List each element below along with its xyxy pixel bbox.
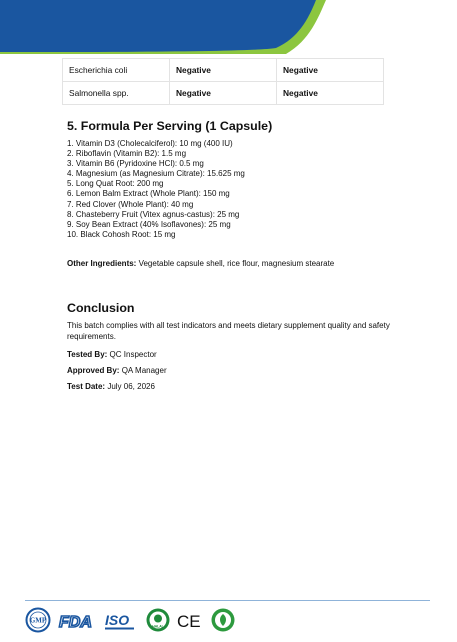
standard-value: Negative [170, 82, 277, 105]
conclusion-heading: Conclusion [67, 301, 135, 315]
other-ingredients-label: Other Ingredients: [67, 259, 137, 268]
header-banner [0, 0, 457, 60]
standard-value: Negative [170, 59, 277, 82]
svg-text:CE: CE [177, 612, 201, 631]
list-item: 5. Long Quat Root: 200 mg [67, 179, 164, 189]
list-item: 7. Red Clover (Whole Plant): 40 mg [67, 199, 194, 209]
iso-logo-icon [103, 606, 137, 634]
list-item: 10. Black Cohosh Root: 15 mg [67, 229, 176, 239]
approved-by [67, 366, 167, 375]
test-date-value: July 06, 2026 [107, 382, 155, 391]
fda-logo-icon [58, 606, 96, 634]
list-item: 3. Vitamin B6 (Pyridoxine HCl): 0.5 mg [67, 159, 204, 169]
list-item: 2. Riboflavin (Vitamin B2): 1.5 mg [67, 149, 187, 159]
footer-divider [25, 600, 430, 601]
test-name: Salmonella spp. [63, 82, 170, 105]
tested-by [67, 350, 157, 359]
table-row [63, 59, 384, 82]
test-name: Escherichia coli [63, 59, 170, 82]
svg-text:FDA: FDA [59, 614, 92, 631]
list-item: 1. Vitamin D3 (Cholecalciferol): 10 mg (400 IU) [67, 139, 233, 148]
list-item: 6. Lemon Balm Extract (Whole Plant): 150 mg [67, 189, 230, 199]
svg-text:HALAL: HALAL [152, 624, 164, 629]
list-item: 9. Soy Bean Extract (40% Isoflavones): 25 mg [67, 219, 231, 229]
ce-logo-icon [177, 606, 203, 634]
gmp-logo-icon [25, 606, 51, 634]
result-value: Negative [277, 82, 384, 105]
microbiology-table [62, 58, 384, 105]
formula-list [67, 139, 245, 240]
test-date [67, 382, 155, 391]
tested-by-value: QC Inspector [109, 350, 157, 359]
svg-text:ISO: ISO [105, 612, 130, 628]
result-value: Negative [277, 59, 384, 82]
formula-heading: 5. Formula Per Serving (1 Capsule) [67, 119, 273, 133]
list-item: 8. Chasteberry Fruit (Vitex agnus-castus): 25 mg [67, 209, 240, 219]
svg-text:GMP: GMP [29, 616, 47, 625]
list-item: 4. Magnesium (as Magnesium Citrate): 15.625 mg [67, 169, 245, 179]
test-date-label: Test Date: [67, 382, 106, 391]
other-ingredients [67, 259, 334, 268]
approved-by-value: QA Manager [121, 366, 167, 375]
other-ingredients-value: Vegetable capsule shell, rice flour, magnesium stearate [138, 259, 335, 268]
conclusion-text: This batch complies with all test indicators and meets dietary supplement quality and safety requirements. [67, 321, 390, 341]
halal-logo-icon [145, 606, 171, 634]
organic-logo-icon [210, 606, 236, 634]
table-row [63, 82, 384, 105]
approved-by-label: Approved By: [67, 366, 120, 375]
tested-by-label: Tested By: [67, 350, 108, 359]
